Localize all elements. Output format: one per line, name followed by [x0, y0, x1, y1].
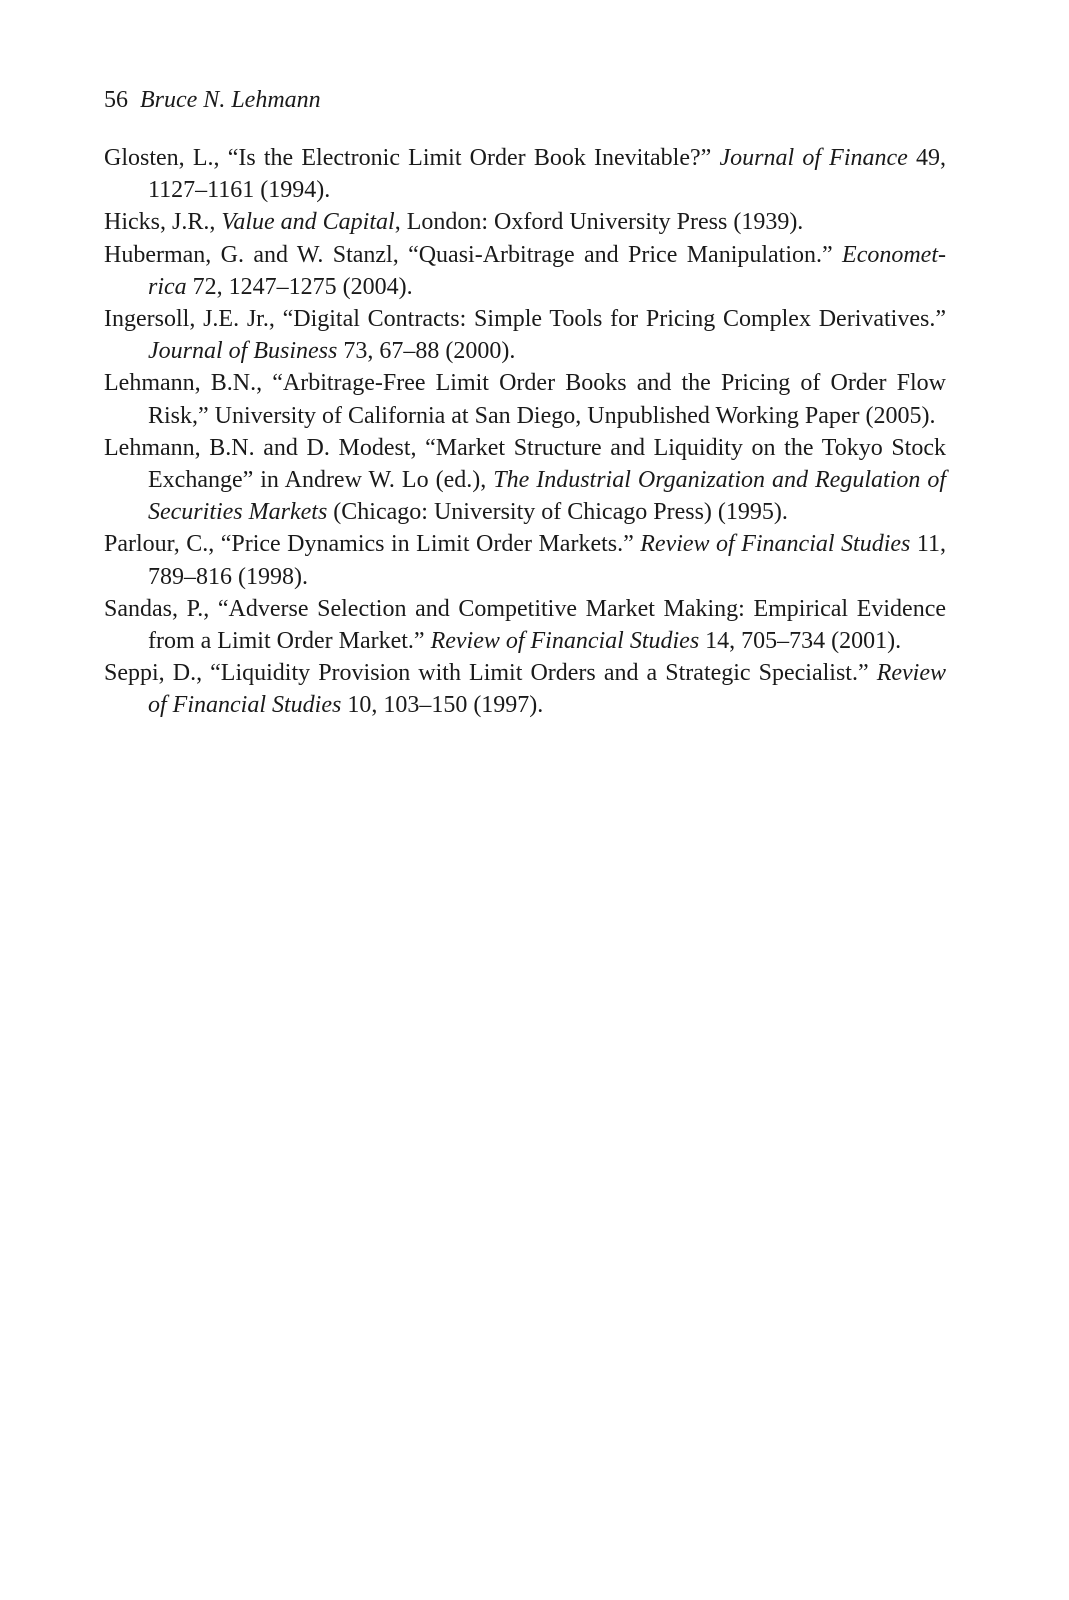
reference-entry [104, 367, 946, 431]
reference-text: Huberman, G. and W. Stanzl, “Quasi-Arbitrage and Price Manipulation.” [104, 241, 843, 268]
running-head-author: Bruce N. Lehmann [140, 87, 321, 113]
reference-text: 10, 103–150 (1997). [341, 692, 544, 719]
reference-text: Sandas, P., “Adverse Selection and Competitive Market Making: Empirical Evidence from a Limit Order Market.” [104, 595, 946, 655]
reference-text: 11, 789–816 (1998). [148, 531, 947, 590]
reference-entry [104, 528, 946, 592]
reference-entry [104, 432, 946, 529]
reference-text: (Chicago: University of Chicago Press) (1995). [327, 499, 788, 526]
reference-text: Parlour, C., “Price Dynamics in Limit Order Markets.” [104, 531, 641, 558]
reference-entry [104, 593, 946, 657]
reference-entry [104, 206, 946, 238]
journal-title: Review of Financial Studies [430, 628, 700, 655]
reference-entry [104, 239, 946, 303]
reference-text: Lehmann, B.N., “Arbitrage-Free Limit Order Books and the Pricing of Order Flow Risk,” University of California at San Diego, Unpublished Working Paper (2005). [104, 370, 946, 429]
running-head [104, 84, 946, 116]
reference-entry [104, 657, 946, 721]
book-page [104, 84, 946, 722]
reference-text: Seppi, D., “Liquidity Provision with Limit Orders and a Strategic Specialist.” [104, 660, 877, 687]
journal-title: Journal of Finance [719, 145, 908, 171]
reference-list [104, 142, 946, 722]
reference-entry [104, 142, 946, 206]
reference-entry [104, 303, 946, 367]
reference-text: Lehmann, B.N. and D. Modest, “Market Structure and Liquidity on the Tokyo Stock Exchange” in Andrew W. Lo (ed.), [104, 434, 946, 494]
book-title: The Industrial Organization and Regulation of Securities Markets [148, 467, 946, 526]
reference-text: Ingersoll, J.E. Jr., “Digital Contracts: Simple Tools for Pricing Complex Derivatives.” [104, 306, 946, 333]
reference-text: , London: Oxford University Press (1939). [394, 209, 804, 236]
page-number: 56 [104, 87, 128, 113]
reference-text: 14, 705–734 (2001). [699, 628, 902, 655]
book-title: Value and Capital [221, 209, 395, 236]
journal-title: Econometrica [148, 241, 946, 300]
reference-text: 72, 1247–1275 (2004). [186, 273, 413, 300]
reference-text: 73, 67–88 (2000). [337, 338, 516, 365]
journal-title: Review of Financial Studies [640, 531, 911, 558]
reference-text: Hicks, J.R., [104, 209, 222, 236]
journal-title: Journal of Business [148, 338, 338, 365]
reference-text: 49, 1127–1161 (1994). [148, 145, 946, 204]
journal-title: Review of Financial Studies [148, 660, 946, 719]
reference-text: Glosten, L., “Is the Electronic Limit Order Book Inevitable?” [104, 145, 720, 171]
